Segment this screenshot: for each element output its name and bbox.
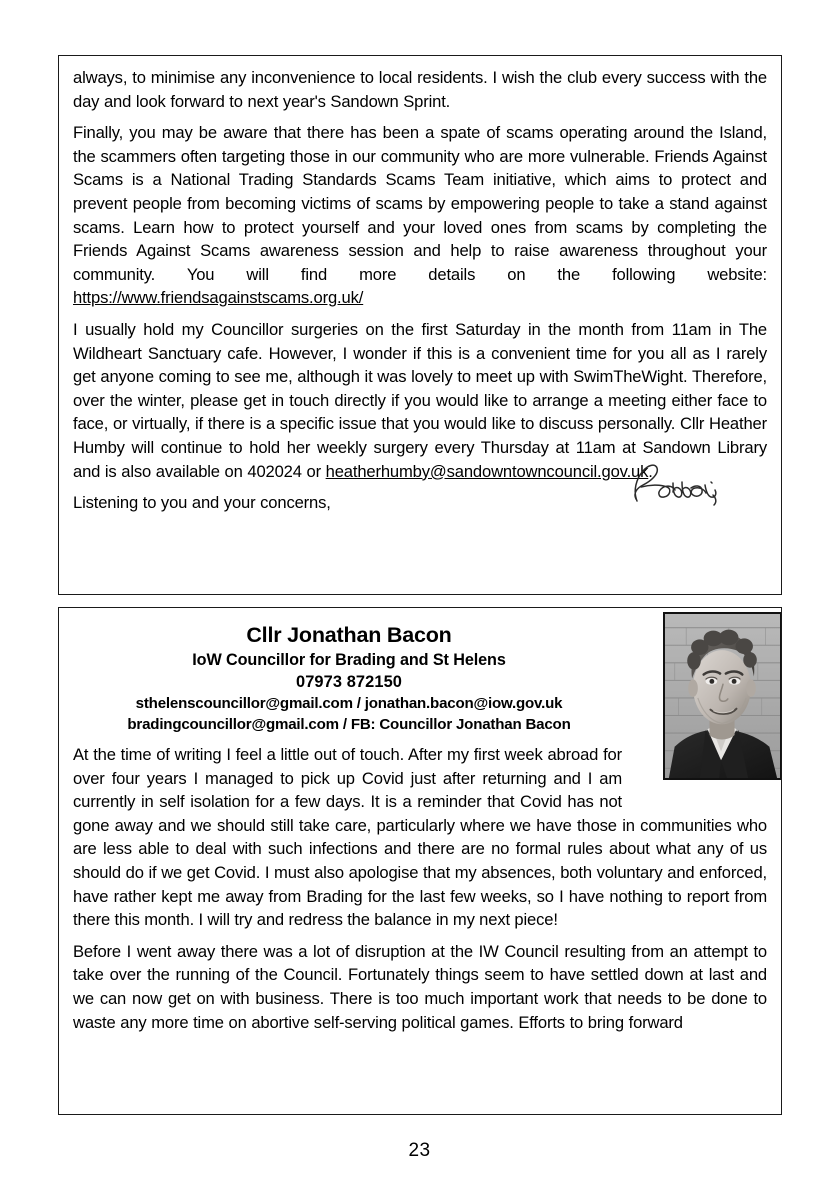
portrait-photo-jonathan-bacon <box>663 612 782 780</box>
article-box-debbie <box>58 55 782 595</box>
friends-against-scams-link[interactable]: https://www.friendsagainstscams.org.uk/ <box>73 288 364 308</box>
paragraph-covid: At the time of writing I feel a little out of touch. After my first week abroad for over four years I managed to pick up Covid just after returning and I am currently in self isolation for a few days. It is a reminder that Covid has not gone away and we should still take care, particularly where we have those in communities who are less able to deal with such infections and there are no formal rules about what any of us should do if we get Covid. I must also apologise that my absences, both voluntary and enforced, have rather kept me away from Brading for the last few weeks, so I have nothing to report from there this month. I will try and redress the balance in my next piece! <box>73 745 767 930</box>
paragraph-surgeries-text: I usually hold my Councillor surgeries on the first Saturday in the month from 11am in The Wildheart Sanctuary cafe. However, I wonder if this is a convenient time for you all as I rarely get anyone coming to see me, although it was lovely to meet up with SwimTheWight. Therefore, over the winter, please get in touch directly if you would like to arrange a meeting either face to face, or virtually, if there is a specific issue that you would like to discuss personally. Cllr Heather Humby will continue to hold her weekly surgery every Thursday at 11am at Sandown Library and is also available on 402024 or <box>73 319 767 481</box>
paragraph-scams <box>73 121 767 310</box>
paragraph-scams-text: Finally, you may be aware that there has been a spate of scams operating around the Island, the scammers often targeting those in our community who are more vulnerable. Friends Against Scams is a National Trading Standards Scams Team initiative, which aims to protect and prevent people from becoming victims of scams by empowering people to take a stand against scams. Learn how to protect yourself and your loved ones from scams by completing the Friends Against Scams awareness session and help to raise awareness throughout your community. You will find more details on the following website: <box>73 123 767 284</box>
signoff-row <box>73 491 767 525</box>
councillor-contact-line-1[interactable]: sthelenscouncillor@gmail.com / jonathan.bacon@iow.gov.uk <box>135 695 563 712</box>
article-box-jonathan-bacon <box>58 607 782 1115</box>
paragraph-signoff: Listening to you and your concerns, <box>73 493 331 513</box>
councillor-contact-line-2[interactable]: bradingcouncillor@gmail.com / FB: Councillor Jonathan Bacon <box>127 715 571 733</box>
paragraph-continuation: always, to minimise any inconvenience to local residents. I wish the club every success with the day and look forward to next year's Sandown Sprint. <box>73 68 767 111</box>
heather-humby-email-link[interactable]: heatherhumby@sandowntowncouncil.gov.uk <box>325 461 649 481</box>
photo-wrap-spacer <box>622 616 767 794</box>
sentence-period: . <box>648 461 653 481</box>
councillor-name: Cllr Jonathan Bacon <box>246 623 452 647</box>
page-number: 23 <box>408 1140 431 1161</box>
paragraph-council: Before I went away there was a lot of disruption at the IW Council resulting from an attempt to take over the running of the Council. Fortunately things seem to have settled down at last and we can now get on with business. There is too much important work that needs to be done to waste any more time on abortive self-serving political games. Efforts to bring forward <box>73 941 767 1032</box>
councillor-phone: 07973 872150 <box>295 673 403 691</box>
councillor-role: IoW Councillor for Brading and St Helens <box>192 651 506 669</box>
paragraph-surgeries <box>73 318 767 483</box>
